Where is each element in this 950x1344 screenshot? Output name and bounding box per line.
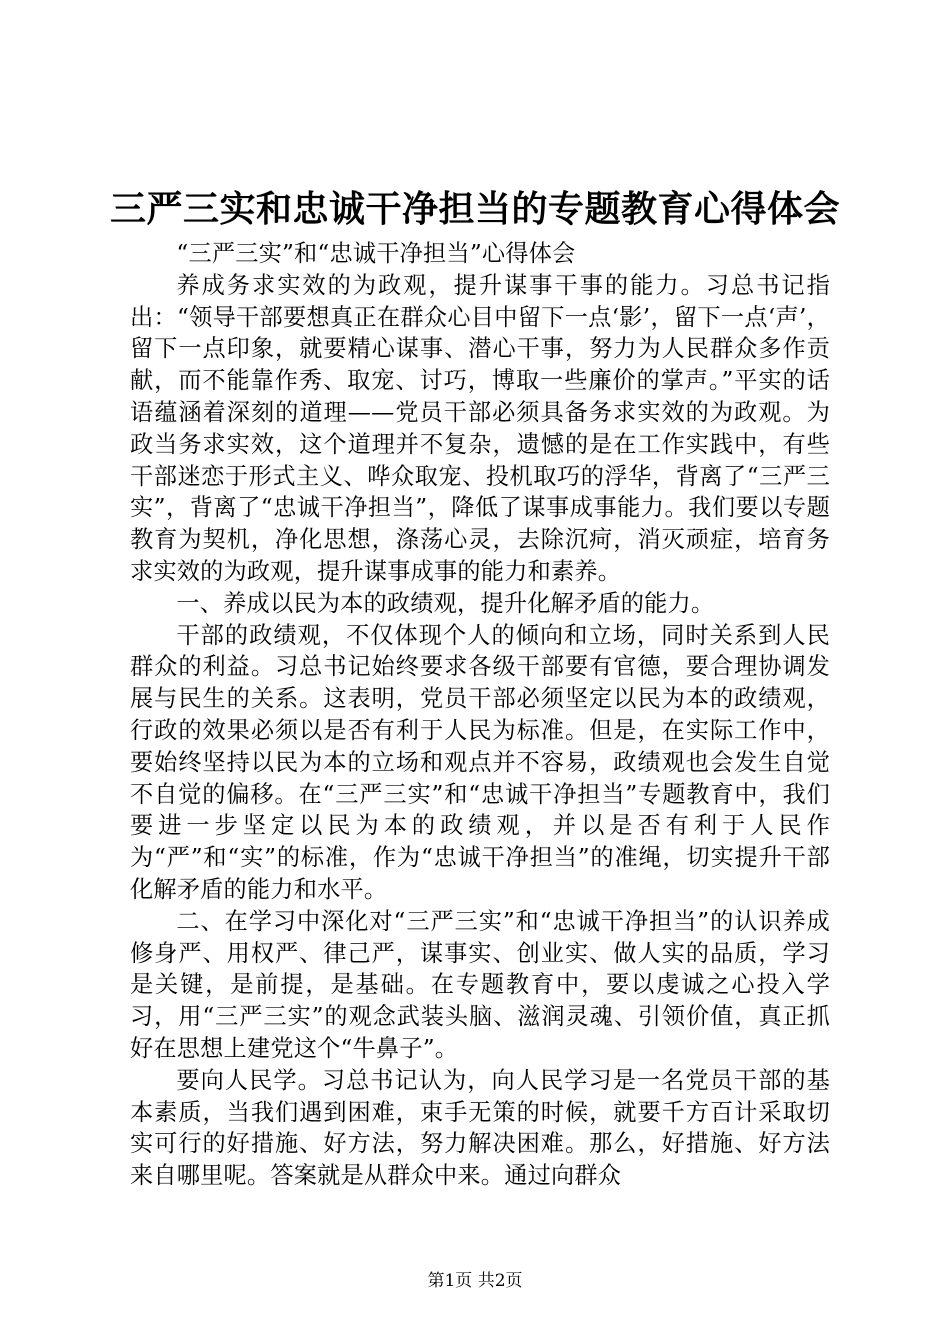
body-paragraph: 干部的政绩观，不仅体现个人的倾向和立场，同时关系到人民群众的利益。习总书记始终要求各级干部要有官德，要合理协调发展与民生的关系。这表明，党员干部必须坚定以民为本的政绩观，行政的效果必须以是否有利于人民为标准。但是，在实际工作中，要始终坚持以民为本的立场和观点并不容易，政绩观也会发生自觉不自觉的偏移。在“三严三实”和“忠诚干净担当”专题教育中，我们要进一步坚定以民为本的政绩观，并以是否有利于人民作为“严”和“实”的标准，作为“忠诚干净担当”的准绳，切实提升干部化解矛盾的能力和水平。: [130, 621, 830, 903]
section-heading-1: 一、养成以民为本的政绩观，提升化解矛盾的能力。: [176, 589, 715, 617]
document-body: [130, 238, 830, 1192]
body-paragraph: 要向人民学。习总书记认为，向人民学习是一名党员干部的基本素质，当我们遇到困难，束手无策的时候，就要千方百计采取切实可行的好措施、好方法，努力解决困难。那么，好措施、好方法来自哪里呢。答案就是从群众中来。通过向群众: [130, 1066, 830, 1190]
subtitle-paragraph: “三严三实”和“忠诚干净担当”心得体会: [176, 240, 576, 267]
body-paragraph: 养成务求实效的为政观，提升谋事干事的能力。习总书记指出：“领导干部要想真正在群众心目中留下一点‘影’，留下一点‘声’，留下一点印象，就要精心谋事、潜心干事，努力为人民群众多作贡献，而不能靠作秀、取宠、讨巧，博取一些廉价的掌声。”平实的话语蕴涵着深刻的道理——党员干部必须具备务求实效的为政观。为政当务求实效，这个道理并不复杂，遗憾的是在工作实践中，有些干部迷恋于形式主义、哗众取宠、投机取巧的浮华，背离了“三严三实”，背离了“忠诚干净担当”，降低了谋事成事能力。我们要以专题教育为契机，净化思想，涤荡心灵，去除沉疴，消灭顽症，培育务求实效的为政观，提升谋事成事的能力和素养。: [130, 271, 830, 585]
section-heading-2: 二、在学习中深化对“三严三实”和“忠诚干净担当”的认识养成修身严、用权严、律己严，谋事实、创业实、做人实的品质，学习是关键，是前提，是基础。在专题教育中，要以虔诚之心投入学习，用“三严三实”的观念武装头脑、滋润灵魂、引领价值，真正抓好在思想上建党这个“牛鼻子”。: [130, 907, 830, 1062]
document-title: 三严三实和忠诚干净担当的专题教育心得体会: [109, 189, 840, 230]
page-footer: 第1页 共2页: [427, 1271, 523, 1291]
